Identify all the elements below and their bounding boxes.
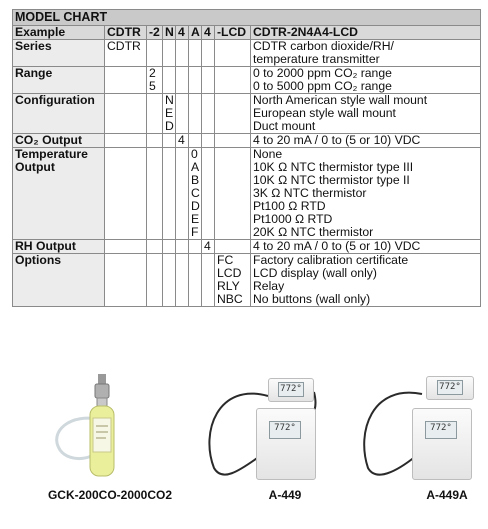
model-chart-table (12, 9, 481, 307)
row-label-options: Options (13, 254, 105, 307)
header-co2: 4 (176, 26, 189, 40)
product-gck-calibration-kit (40, 372, 150, 482)
code-co2-output: 4 (176, 134, 189, 148)
table-row (13, 94, 481, 134)
row-label-rh-output: RH Output (13, 240, 105, 254)
table-row (13, 240, 481, 254)
sensor-probe-device (268, 378, 314, 402)
code-options: FC LCD RLY NBC (215, 254, 251, 307)
table-row (13, 254, 481, 307)
product-a-449 (198, 372, 320, 484)
row-desc-options: Factory calibration certificate LCD display (wall only) Relay No buttons (wall only) (251, 254, 481, 307)
row-label-series: Series (13, 40, 105, 67)
row-desc-rh-output: 4 to 20 mA / 0 to (5 or 10) VDC (251, 240, 481, 254)
code-configuration: N E D (163, 94, 176, 134)
code-cdtr: CDTR (105, 40, 147, 67)
product-caption-a-449: A-449 (268, 488, 302, 502)
product-caption-a-449a: A-449A (426, 488, 468, 502)
code-range: 2 5 (147, 67, 163, 94)
product-a-449a (352, 372, 476, 484)
model-chart-title: MODEL CHART (13, 10, 481, 26)
row-label-co2-output: CO₂ Output (13, 134, 105, 148)
table-row (13, 67, 481, 94)
header-cdtr: CDTR (105, 26, 147, 40)
code-rh-output: 4 (202, 240, 215, 254)
table-row (13, 40, 481, 67)
table-row (13, 134, 481, 148)
row-label-configuration: Configuration (13, 94, 105, 134)
header-range: -2 (147, 26, 163, 40)
header-temp: A (189, 26, 202, 40)
row-desc-temperature-output: None 10K Ω NTC thermistor type III 10K Ω NTC thermistor type II 3K Ω NTC thermistor Pt100 Ω RTD Pt1000 Ω RTD 20K Ω NTC thermistor (251, 148, 481, 240)
row-label-temperature-output: Temperature Output (13, 148, 105, 240)
header-row (13, 26, 481, 40)
header-options: -LCD (215, 26, 251, 40)
sensor-probe-device (426, 376, 474, 400)
table-row (13, 148, 481, 240)
row-desc-co2-output: 4 to 20 mA / 0 to (5 or 10) VDC (251, 134, 481, 148)
header-config: N (163, 26, 176, 40)
product-caption-gck: GCK-200CO-2000CO2 (47, 488, 173, 502)
probe-display: 772° (278, 382, 304, 397)
code-temperature-output: 0 A B C D E F (189, 148, 202, 240)
transmitter-display: 772° (425, 421, 457, 439)
transmitter-housing (256, 408, 316, 480)
gas-cylinder-image (40, 372, 150, 482)
transmitter-display: 772° (269, 421, 301, 439)
probe-display: 772° (437, 380, 463, 395)
row-label-range: Range (13, 67, 105, 94)
header-example-model: CDTR-2N4A4-LCD (251, 26, 481, 40)
row-desc-range: 0 to 2000 ppm CO₂ range 0 to 5000 ppm CO₂ range (251, 67, 481, 94)
header-rh: 4 (202, 26, 215, 40)
header-example: Example (13, 26, 105, 40)
row-desc-series: CDTR carbon dioxide/RH/ temperature transmitter (251, 40, 481, 67)
transmitter-housing (412, 408, 472, 480)
row-desc-configuration: North American style wall mount European style wall mount Duct mount (251, 94, 481, 134)
